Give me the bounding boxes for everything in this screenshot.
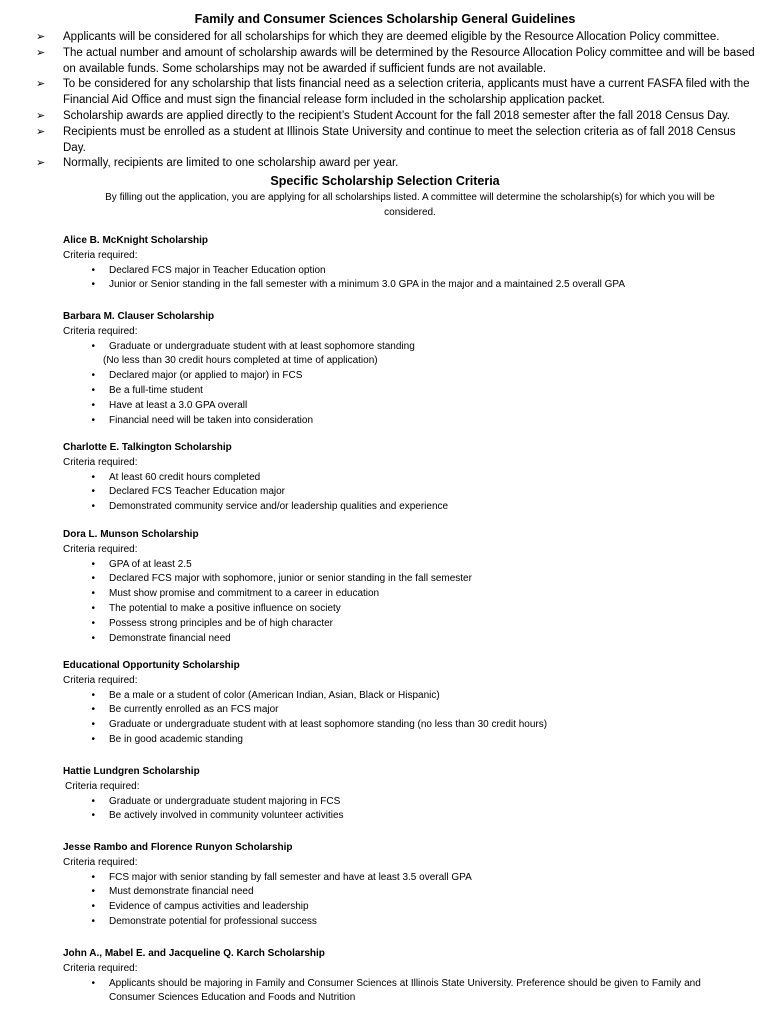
scholarship-name: Charlotte E. Talkington Scholarship xyxy=(63,442,232,453)
guideline-text: Scholarship awards are applied directly to the recipient’s Student Account for the fall 2018 semester after the fall 2018 Census Day. xyxy=(63,109,730,122)
criteria-label: Criteria required: xyxy=(63,456,138,468)
bullet-icon: • xyxy=(91,370,95,382)
bullet-icon: • xyxy=(91,501,95,513)
scholarship-block xyxy=(63,765,743,824)
guideline-item xyxy=(36,77,756,109)
bullet-icon: • xyxy=(91,915,95,927)
criteria-label: Criteria required: xyxy=(63,543,138,555)
bullet-icon: • xyxy=(91,977,95,989)
criteria-item: • Be a male or a student of color (American Indian, Asian, Black or Hispanic) xyxy=(63,689,743,704)
scholarship-name: Educational Opportunity Scholarship xyxy=(63,660,240,671)
arrow-bullet-icon: ➢ xyxy=(36,46,46,59)
criteria-item: • Be currently enrolled as an FCS major xyxy=(63,703,743,718)
section-title: Specific Scholarship Selection Criteria xyxy=(270,174,500,188)
guideline-item xyxy=(36,30,756,46)
criteria-item: • Graduate or undergraduate student with at least sophomore standing (no less than 30 credit hours) xyxy=(63,718,743,733)
scholarship-block xyxy=(63,441,743,515)
bullet-icon: • xyxy=(91,486,95,498)
bullet-icon: • xyxy=(91,399,95,411)
scholarship-name: John A., Mabel E. and Jacqueline Q. Karch Scholarship xyxy=(63,948,325,959)
bullet-icon: • xyxy=(91,901,95,913)
scholarship-block xyxy=(63,310,743,428)
bullet-icon: • xyxy=(91,384,95,396)
criteria-item: • Must demonstrate financial need xyxy=(63,885,743,900)
criteria-item: (No less than 30 credit hours completed at time of application) xyxy=(103,355,378,367)
criteria-item: • Graduate or undergraduate student majoring in FCS xyxy=(63,795,743,810)
arrow-bullet-icon: ➢ xyxy=(36,157,46,170)
criteria-item: • Graduate or undergraduate student with at least sophomore standing xyxy=(63,340,743,355)
arrow-bullet-icon: ➢ xyxy=(36,78,46,91)
guideline-text: Applicants will be considered for all scholarships for which they are deemed eligible by the Resource Allocation Policy committee. xyxy=(63,31,720,43)
bullet-icon: • xyxy=(91,704,95,716)
guideline-text: Normally, recipients are limited to one scholarship award per year. xyxy=(63,157,399,170)
scholarship-block xyxy=(63,947,743,1006)
arrow-bullet-icon: ➢ xyxy=(36,109,46,122)
scholarship-block xyxy=(63,528,743,646)
criteria-item: • Have at least a 3.0 GPA overall xyxy=(63,399,743,414)
scholarship-name: Hattie Lundgren Scholarship xyxy=(63,766,200,777)
criteria-item: • Declared FCS Teacher Education major xyxy=(63,485,743,500)
criteria-item: • Declared FCS major with sophomore, junior or senior standing in the fall semester xyxy=(63,572,743,587)
arrow-bullet-icon: ➢ xyxy=(36,125,46,138)
bullet-icon: • xyxy=(91,886,95,898)
guideline-item xyxy=(36,109,756,125)
guideline-item xyxy=(36,46,756,78)
scholarship-name: Barbara M. Clauser Scholarship xyxy=(63,311,215,322)
bullet-icon: • xyxy=(91,279,95,291)
criteria-item: • At least 60 credit hours completed xyxy=(63,471,743,486)
bullet-icon: • xyxy=(91,471,95,483)
scholarship-block xyxy=(63,841,743,930)
intro-text: By filling out the application, you are applying for all scholarships listed. A committee will determine the scholarship(s) for which you will be considered. xyxy=(105,192,715,218)
bullet-icon: • xyxy=(91,617,95,629)
criteria-item: • Demonstrate potential for professional success xyxy=(63,915,743,930)
criteria-label: Criteria required: xyxy=(63,962,138,974)
scholarship-block xyxy=(63,234,743,293)
criteria-item: • The potential to make a positive influence on society xyxy=(63,602,743,617)
bullet-icon: • xyxy=(91,414,95,426)
bullet-icon: • xyxy=(91,733,95,745)
bullet-icon: • xyxy=(91,719,95,731)
guideline-item xyxy=(36,156,756,172)
bullet-icon: • xyxy=(91,810,95,822)
bullet-icon: • xyxy=(91,588,95,600)
scholarship-name: Jesse Rambo and Florence Runyon Scholarship xyxy=(63,842,293,853)
criteria-item: • Demonstrate financial need xyxy=(63,632,743,647)
bullet-icon: • xyxy=(91,632,95,644)
criteria-item: • Be actively involved in community volunteer activities xyxy=(63,809,743,824)
bullet-icon: • xyxy=(91,340,95,352)
scholarship-name: Dora L. Munson Scholarship xyxy=(63,529,199,540)
bullet-icon: • xyxy=(91,871,95,883)
criteria-item: • Be in good academic standing xyxy=(63,733,743,748)
page-title: Family and Consumer Sciences Scholarship General Guidelines xyxy=(194,12,576,26)
scholarship-block xyxy=(63,659,743,748)
arrow-bullet-icon: ➢ xyxy=(36,31,46,43)
criteria-label: Criteria required: xyxy=(65,780,140,792)
criteria-item: • Possess strong principles and be of high character xyxy=(63,617,743,632)
criteria-label: Criteria required: xyxy=(63,856,138,868)
bullet-icon: • xyxy=(91,795,95,807)
bullet-icon: • xyxy=(91,558,95,570)
general-guidelines-list xyxy=(36,30,756,172)
criteria-item: • Financial need will be taken into consideration xyxy=(63,414,743,429)
criteria-item: • Be a full-time student xyxy=(63,384,743,399)
scholarship-name: Alice B. McKnight Scholarship xyxy=(63,235,209,246)
guideline-text: The actual number and amount of scholarship awards will be determined by the Resource Allocation Policy committee and will be based on available funds. Some scholarships may not be awarded if sufficient funds are not available. xyxy=(63,46,755,75)
guideline-text: To be considered for any scholarship that lists financial need as a selection criteria, applicants must have a current FASFA filed with the Financial Aid Office and must sign the financial release form included in the scholarship application packet. xyxy=(63,78,750,107)
bullet-icon: • xyxy=(91,264,95,276)
criteria-item: • Evidence of campus activities and leadership xyxy=(63,900,743,915)
criteria-label: Criteria required: xyxy=(63,249,138,261)
bullet-icon: • xyxy=(91,602,95,614)
criteria-item: • Declared major (or applied to major) in FCS xyxy=(63,369,743,384)
criteria-item: • Applicants should be majoring in Family and Consumer Sciences at Illinois State University. Preference should be given to Family and Consumer Sciences Education and Foods and Nutrition xyxy=(63,977,743,1007)
criteria-label: Criteria required: xyxy=(63,674,138,686)
criteria-item: • Declared FCS major in Teacher Education option xyxy=(63,264,743,279)
criteria-item: • Junior or Senior standing in the fall semester with a minimum 3.0 GPA in the major and a maintained 2.5 overall GPA xyxy=(63,278,743,293)
criteria-item: • Demonstrated community service and/or leadership qualities and experience xyxy=(63,500,743,515)
criteria-label: Criteria required: xyxy=(63,325,138,337)
criteria-item: • FCS major with senior standing by fall semester and have at least 3.5 overall GPA xyxy=(63,871,743,886)
guideline-text: Recipients must be enrolled as a student at Illinois State University and continue to meet the selection criteria as of fall 2018 Census Day. xyxy=(63,125,736,154)
criteria-item: • Must show promise and commitment to a career in education xyxy=(63,587,743,602)
bullet-icon: • xyxy=(91,689,95,701)
criteria-item: • GPA of at least 2.5 xyxy=(63,558,743,573)
guideline-item xyxy=(36,125,756,157)
bullet-icon: • xyxy=(91,573,95,585)
